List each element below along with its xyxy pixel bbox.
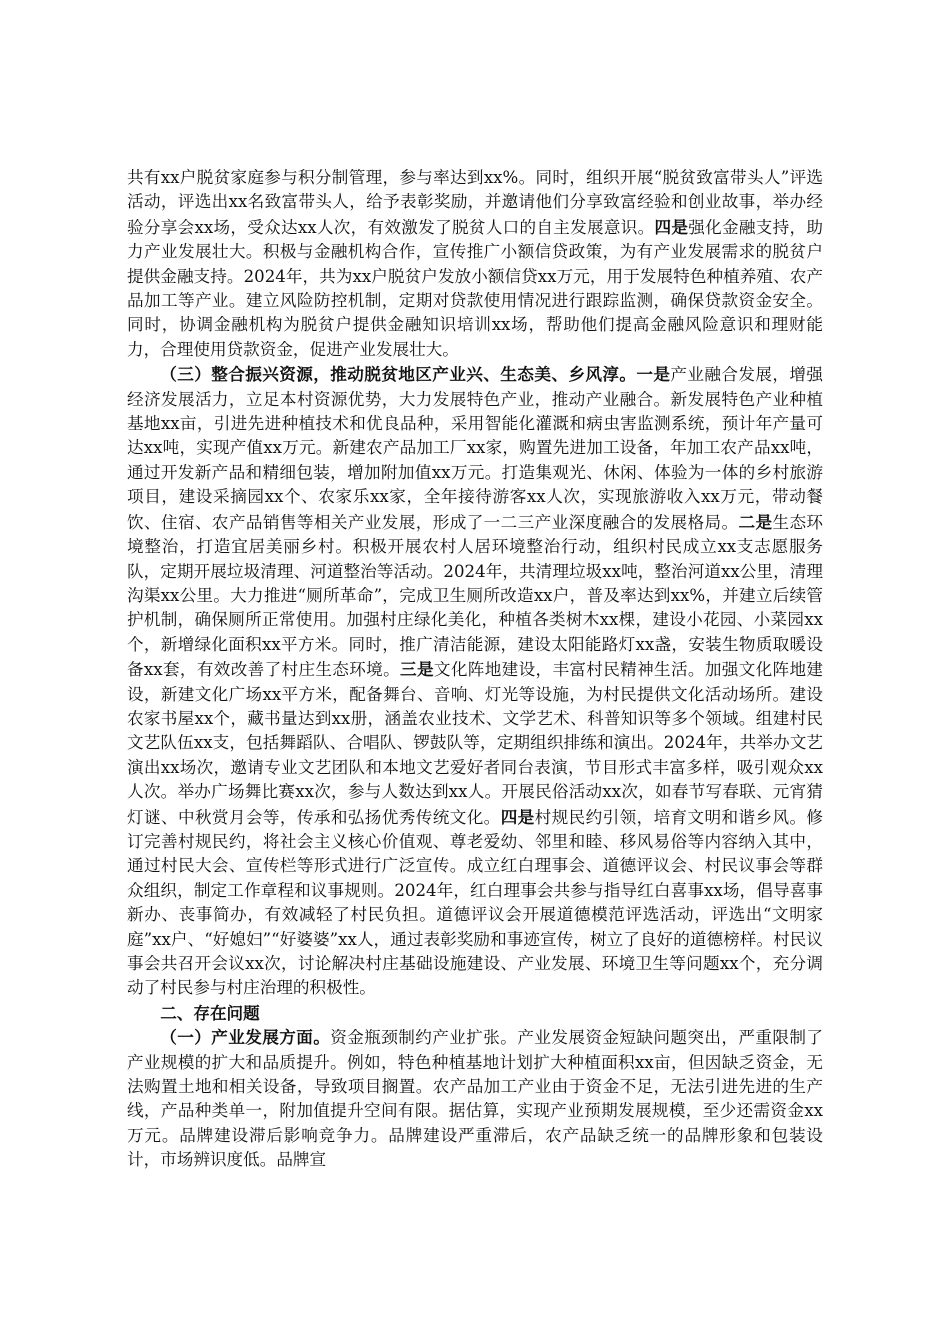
paragraph-text: 共有xx户脱贫家庭参与积分制管理，参与率达到xx%。同时，组织开展“脱贫致富带头人”评选活动，评选出xx名致富带头人，给予表彰奖励，并邀请他们分享致富经验和创业故事，举办经验分享会xx场，受众达xx人次，有效激发了脱贫人口的自主发展意识。 bbox=[127, 168, 823, 237]
bold-marker: 四是 bbox=[654, 216, 689, 237]
document-page bbox=[127, 166, 823, 1173]
bold-marker: 二是 bbox=[738, 511, 773, 532]
paragraph-industry-problems bbox=[127, 1025, 823, 1172]
paragraph-text: 产业融合发展，增强经济发展活力，立足本村资源优势，大力发展特色产业，推动产业融合。新发展特色产业种植基地xx亩，引进先进种植技术和优良品种，采用智能化灌溉和病虫害监测系统，预计年产量可达xx吨，实现产值xx万元。新建农产品加工厂xx家，购置先进加工设备，年加工农产品xx吨，通过开发新产品和精细包装，增加附加值xx万元。打造集观光、休闲、体验为一体的乡村旅游项目，建设采摘园xx个、农家乐xx家，全年接待游客xx人次，实现旅游收入xx万元，带动餐饮、住宿、农产品销售等相关产业发展，形成了一二三产业深度融合的发展格局。 bbox=[127, 365, 824, 532]
paragraph-resource-integration bbox=[127, 362, 823, 1001]
paragraph-text: 强化金融支持，助力产业发展壮大。积极与金融机构合作，宣传推广小额信贷政策，为有产业发展需求的脱贫户提供金融支持。2024年，共为xx户脱贫户发放小额信贷xx万元，用于发展特色种植养殖、农产品加工等产业。建立风险防控机制，定期对贷款使用情况进行跟踪监测，确保贷款资金安全。同时，协调金融机构为脱贫户提供金融知识培训xx场，帮助他们提高金融风险意识和理财能力，合理使用贷款资金，促进产业发展壮大。 bbox=[127, 217, 824, 359]
paragraph-text: 文化阵地建设，丰富村民精神生活。加强文化阵地建设，新建文化广场xx平方米，配备舞台、音响、灯光等设施，为村民提供文化活动场所。建设农家书屋xx个，藏书量达到xx册，涵盖农业技术、文学艺术、科普知识等多个领域。组建村民文艺队伍xx支，包括舞蹈队、合唱队、锣鼓队等，定期组织排练和演出。2024年，共举办文艺演出xx场次，邀请专业文艺团队和本地文艺爱好者同台表演，节目形式丰富多样，吸引观众xx人次。举办广场舞比赛xx次，参与人数达到xx人。开展民俗活动xx次，如春节写春联、元宵猜灯谜、中秋赏月会等，传承和弘扬优秀传统文化。 bbox=[127, 660, 824, 827]
paragraph-text: 资金瓶颈制约产业扩张。产业发展资金短缺问题突出，严重限制了产业规模的扩大和品质提升。例如，特色种植基地计划扩大种植面积xx亩，但因缺乏资金，无法购置土地和相关设备，导致项目搁置。农产品加工产业由于资金不足，无法引进先进的生产线，产品种类单一，附加值提升空间有限。据估算，实现产业预期发展规模，至少还需资金xx万元。品牌建设滞后影响竞争力。品牌建设严重滞后，农产品缺乏统一的品牌形象和包装设计，市场辨识度低。品牌宣 bbox=[127, 1028, 824, 1170]
section-heading-problems: 二、存在问题 bbox=[160, 1002, 260, 1023]
bold-marker: 一是 bbox=[636, 364, 671, 385]
section-heading-three: （三）整合振兴资源，推动脱贫地区产业兴、生态美、乡风淳。 bbox=[160, 364, 637, 385]
paragraph-text: 生态环境整治，打造宜居美丽乡村。积极开展农村人居环境整治行动，组织村民成立xx支志愿服务队，定期开展垃圾清理、河道整治等活动。2024年，共清理垃圾xx吨，整治河道xx公里，清理沟渠xx公里。大力推进“厕所革命”，完成卫生厕所改造xx户，普及率达到xx%，并建立后续管护机制，确保厕所正常使用。加强村庄绿化美化，种植各类树木xx棵，建设小花园、小菜园xx个，新增绿化面积xx平方米。同时，推广清洁能源，建设太阳能路灯xx盏，安装生物质取暖设备xx套，有效改善了村庄生态环境。 bbox=[127, 512, 824, 680]
paragraph-financial-support bbox=[127, 166, 823, 362]
paragraph-text: 村规民约引领，培育文明和谐乡风。修订完善村规民约，将社会主义核心价值观、尊老爱幼、邻里和睦、移风易俗等内容纳入其中，通过村民大会、宣传栏等形式进行广泛宣传。成立红白理事会、道德评议会、村民议事会等群众组织，制定工作章程和议事规则。2024年，红白理事会共参与指导红白喜事xx场，倡导喜事新办、丧事简办，有效减轻了村民负担。道德评议会开展道德模范评选活动，评选出“文明家庭”xx户、“好媳妇”“好婆婆”xx人，通过表彰奖励和事迹宣传，树立了良好的道德榜样。村民议事会共召开会议xx次，讨论解决村庄基础设施建设、产业发展、环境卫生等问题xx个，充分调动了村民参与村庄治理的积极性。 bbox=[127, 807, 824, 998]
bold-marker: 三是 bbox=[400, 659, 434, 680]
subsection-heading: （一）产业发展方面。 bbox=[160, 1027, 331, 1048]
bold-marker: 四是 bbox=[500, 806, 535, 827]
